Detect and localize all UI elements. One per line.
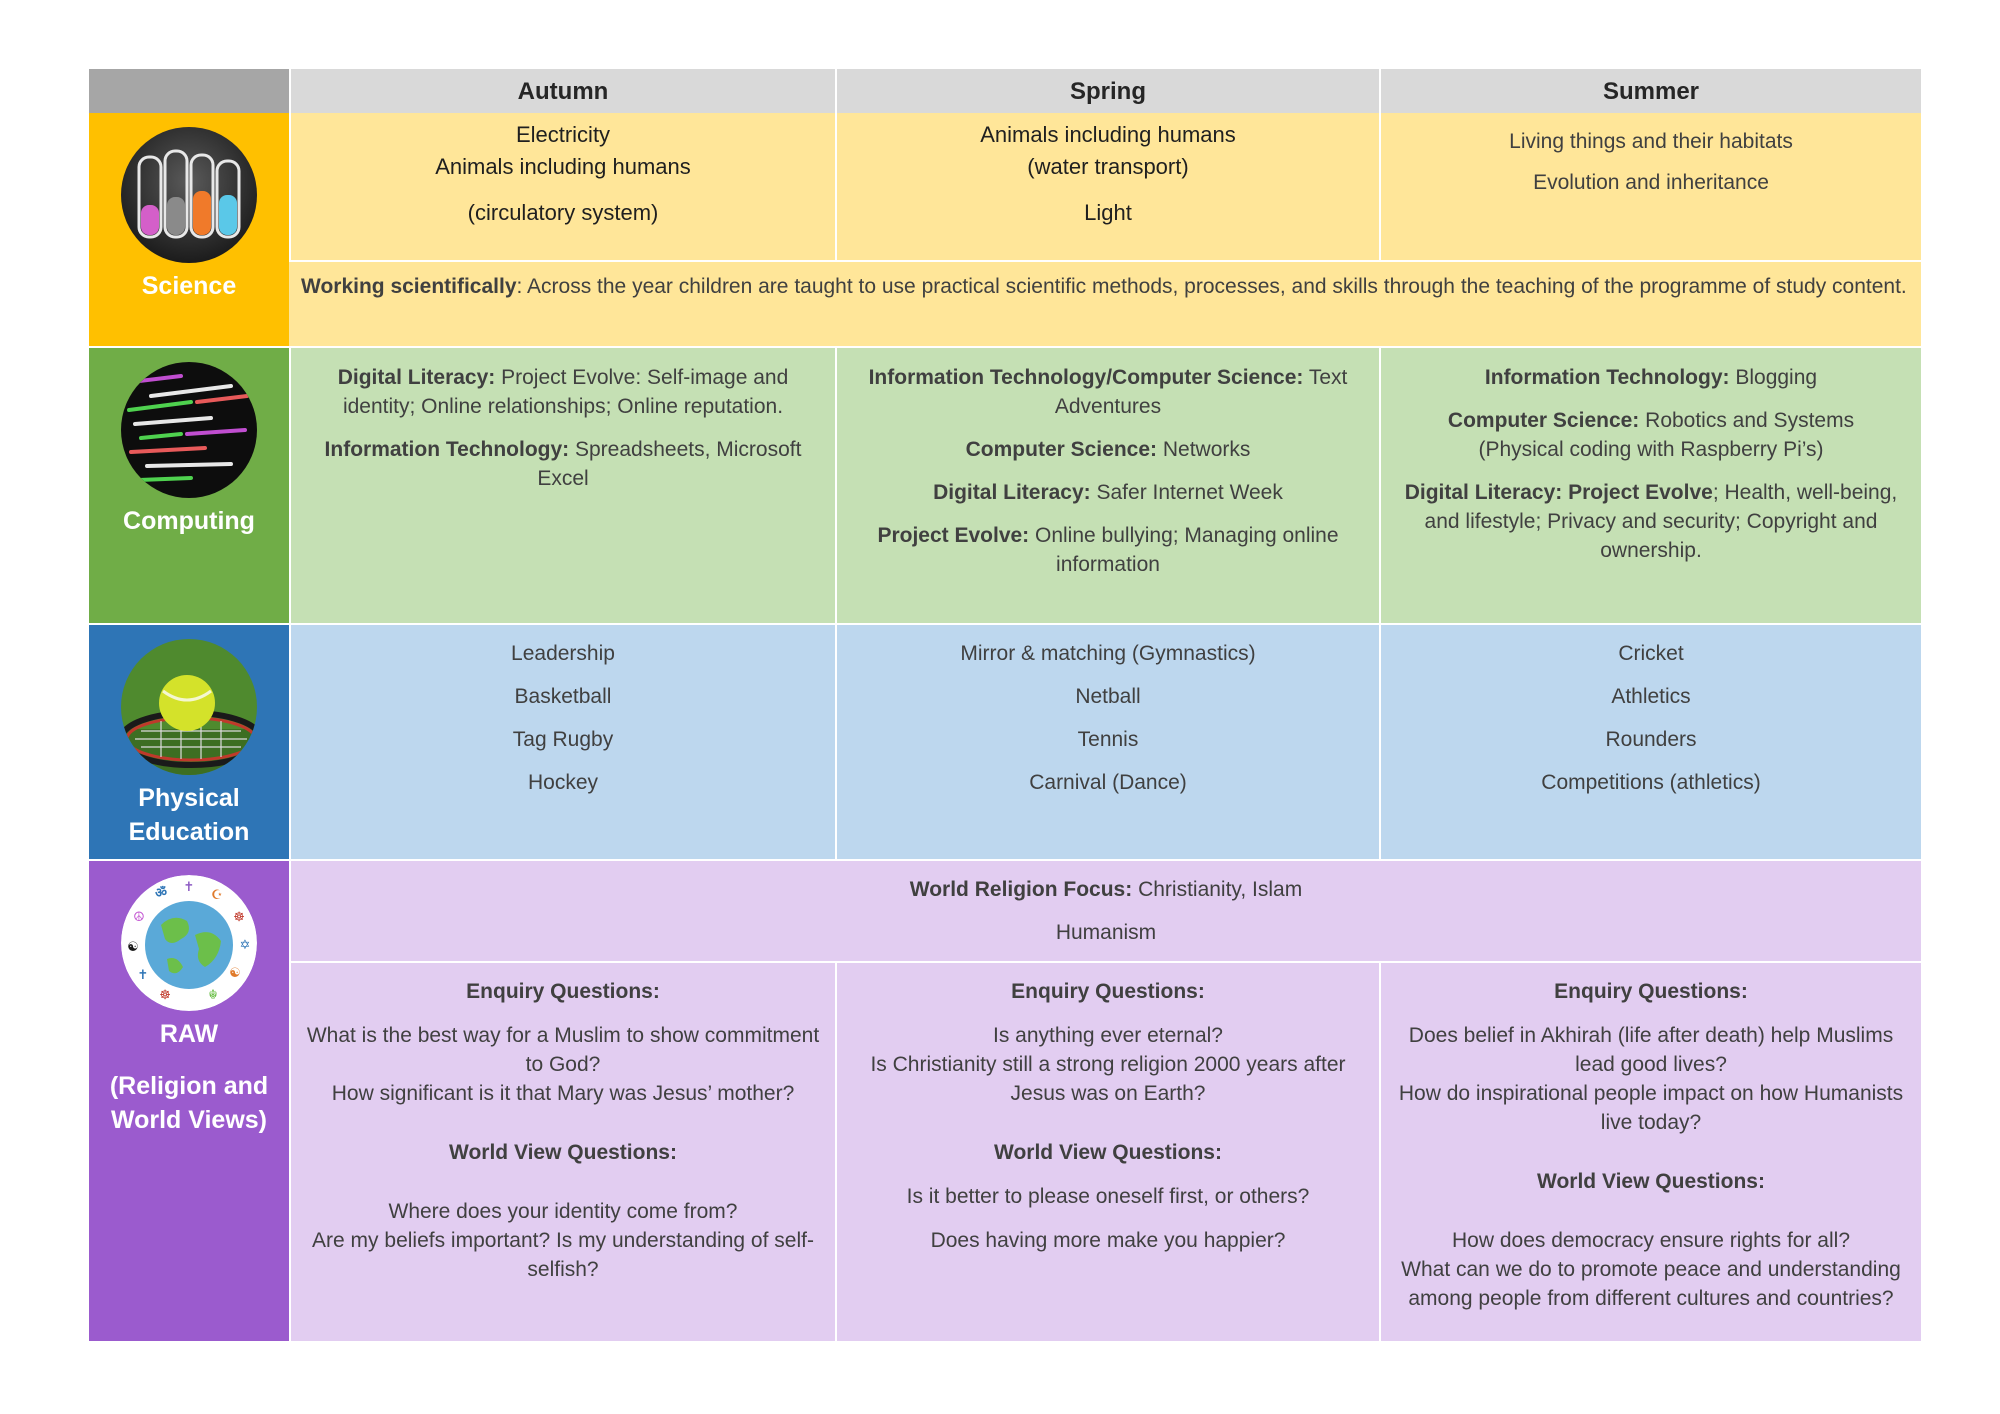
- svg-text:☯: ☯: [127, 940, 139, 955]
- svg-text:☯: ☯: [229, 966, 241, 981]
- pe-summer-item: Competitions (athletics): [1541, 771, 1761, 794]
- working-scientifically-text: : Across the year children are taught to use practical scientific methods, processes, and skills through the teaching of the programme of study content.: [516, 275, 1907, 298]
- svg-text:ॐ: ॐ: [155, 886, 167, 901]
- computing-autumn-item: Information Technology: Spreadsheets, Microsoft Excel: [324, 438, 802, 490]
- raw-summer-cell: [1379, 961, 1921, 1341]
- pe-autumn-item: Basketball: [514, 685, 612, 708]
- world-view-question: Does having more make you happier?: [930, 1229, 1286, 1252]
- science-spring-cell: [835, 113, 1379, 260]
- science-spring-topic: Light: [1084, 200, 1132, 225]
- test-tubes-icon: [121, 127, 257, 263]
- raw-subject-label-cell: [89, 859, 289, 1341]
- world-view-question: Where does your identity come from?: [388, 1200, 738, 1223]
- science-summer-cell: [1379, 113, 1921, 260]
- science-autumn-topic: Electricity: [515, 122, 611, 147]
- world-religion-focus: World Religion Focus: Christianity, Islam: [909, 878, 1303, 901]
- enquiry-questions-title: Enquiry Questions:: [1011, 980, 1205, 1003]
- pe-spring-item: Tennis: [1077, 728, 1139, 751]
- svg-text:✝: ✝: [183, 880, 195, 895]
- computing-autumn-cell: [289, 346, 835, 623]
- computing-summer-item: Digital Literacy: Project Evolve; Health, well-being, and lifestyle; Privacy and security; Copyright and ownership.: [1404, 481, 1898, 562]
- science-summer-topic: Living things and their habitats: [1509, 130, 1793, 153]
- enquiry-question: Is Christianity still a strong religion 2000 years after Jesus was on Earth?: [870, 1053, 1346, 1105]
- pe-autumn-cell: [289, 623, 835, 859]
- world-view-question: What can we do to promote peace and understanding among people from different cultures and countries?: [1401, 1258, 1901, 1310]
- tennis-ball-racket-icon: [121, 639, 257, 775]
- raw-label-full: (Religion and World Views): [109, 1072, 269, 1134]
- world-religions-globe-icon: [121, 875, 257, 1011]
- computing-spring-item: Project Evolve: Online bullying; Managing online information: [877, 524, 1339, 576]
- raw-spring-cell: [835, 961, 1379, 1341]
- svg-text:☬: ☬: [208, 988, 218, 1003]
- science-subject-label-cell: [89, 113, 289, 346]
- world-religion-focus-cell: [289, 859, 1921, 961]
- working-scientifically-cell: [289, 260, 1921, 346]
- computing-summer-item: Computer Science: Robotics and Systems (Physical coding with Raspberry Pi’s): [1447, 409, 1855, 461]
- svg-text:☸: ☸: [233, 910, 245, 925]
- world-view-questions-title: World View Questions:: [1537, 1170, 1765, 1193]
- svg-text:✡: ✡: [239, 938, 251, 953]
- science-autumn-topic: Animals including humans: [435, 154, 691, 179]
- header-autumn: Autumn: [289, 69, 835, 113]
- enquiry-question: How significant is it that Mary was Jesus’ mother?: [331, 1082, 795, 1105]
- world-view-question: Is it better to please oneself first, or others?: [906, 1185, 1310, 1208]
- svg-text:☪: ☪: [211, 888, 223, 903]
- pe-summer-cell: [1379, 623, 1921, 859]
- pe-spring-item: Mirror & matching (Gymnastics): [960, 642, 1256, 665]
- header-corner: [89, 69, 289, 113]
- enquiry-questions-title: Enquiry Questions:: [466, 980, 660, 1003]
- svg-text:✝: ✝: [137, 968, 149, 983]
- pe-label: Physical Education: [128, 784, 250, 846]
- computing-spring-item: Digital Literacy: Safer Internet Week: [933, 481, 1283, 504]
- enquiry-question: How do inspirational people impact on how Humanists live today?: [1398, 1082, 1904, 1134]
- science-autumn-cell: [289, 113, 835, 260]
- science-label: Science: [141, 272, 237, 300]
- enquiry-question: What is the best way for a Muslim to show commitment to God?: [306, 1024, 820, 1076]
- computing-subject-label-cell: [89, 346, 289, 623]
- world-view-questions-title: World View Questions:: [449, 1141, 677, 1164]
- header-spring: Spring: [835, 69, 1379, 113]
- pe-autumn-item: Hockey: [527, 771, 599, 794]
- pe-autumn-item: Leadership: [511, 642, 615, 665]
- science-spring-topic: Animals including humans: [980, 122, 1236, 147]
- enquiry-question: Does belief in Akhirah (life after death) help Muslims lead good lives?: [1408, 1024, 1894, 1076]
- computing-autumn-item: Digital Literacy: Project Evolve: Self-image and identity; Online relationships; Online reputation.: [337, 366, 789, 418]
- pe-subject-label-cell: [89, 623, 289, 859]
- svg-text:☮: ☮: [133, 910, 145, 925]
- svg-text:☸: ☸: [159, 988, 171, 1003]
- pe-autumn-item: Tag Rugby: [512, 728, 614, 751]
- pe-summer-item: Athletics: [1611, 685, 1691, 708]
- enquiry-question: Is anything ever eternal?: [993, 1024, 1223, 1047]
- computing-summer-cell: [1379, 346, 1921, 623]
- world-view-question: How does democracy ensure rights for all?: [1451, 1229, 1850, 1252]
- computing-summer-item: Information Technology: Blogging: [1484, 366, 1818, 389]
- pe-spring-cell: [835, 623, 1379, 859]
- computing-spring-cell: [835, 346, 1379, 623]
- science-spring-topic: (water transport): [1027, 154, 1189, 179]
- science-summer-topic: Evolution and inheritance: [1533, 171, 1769, 194]
- header-summer: Summer: [1379, 69, 1921, 113]
- world-religion-focus-line2: Humanism: [1055, 921, 1157, 944]
- world-view-question: Are my beliefs important? Is my understanding of self-selfish?: [312, 1229, 814, 1281]
- science-autumn-topic: (circulatory system): [467, 200, 659, 225]
- raw-label: RAW: [159, 1020, 219, 1048]
- working-scientifically-title: Working scientifically: [301, 275, 517, 298]
- computing-spring-item: Information Technology/Computer Science: Text Adventures: [868, 366, 1348, 418]
- world-view-questions-title: World View Questions:: [994, 1141, 1222, 1164]
- computing-spring-item: Computer Science: Networks: [965, 438, 1251, 461]
- code-screen-icon: [121, 362, 257, 498]
- raw-autumn-cell: [289, 961, 835, 1341]
- curriculum-table: [89, 69, 1921, 1343]
- pe-summer-item: Rounders: [1605, 728, 1697, 751]
- computing-label: Computing: [123, 507, 255, 535]
- pe-spring-item: Carnival (Dance): [1029, 771, 1187, 794]
- enquiry-questions-title: Enquiry Questions:: [1554, 980, 1748, 1003]
- pe-summer-item: Cricket: [1618, 642, 1684, 665]
- pe-spring-item: Netball: [1075, 685, 1141, 708]
